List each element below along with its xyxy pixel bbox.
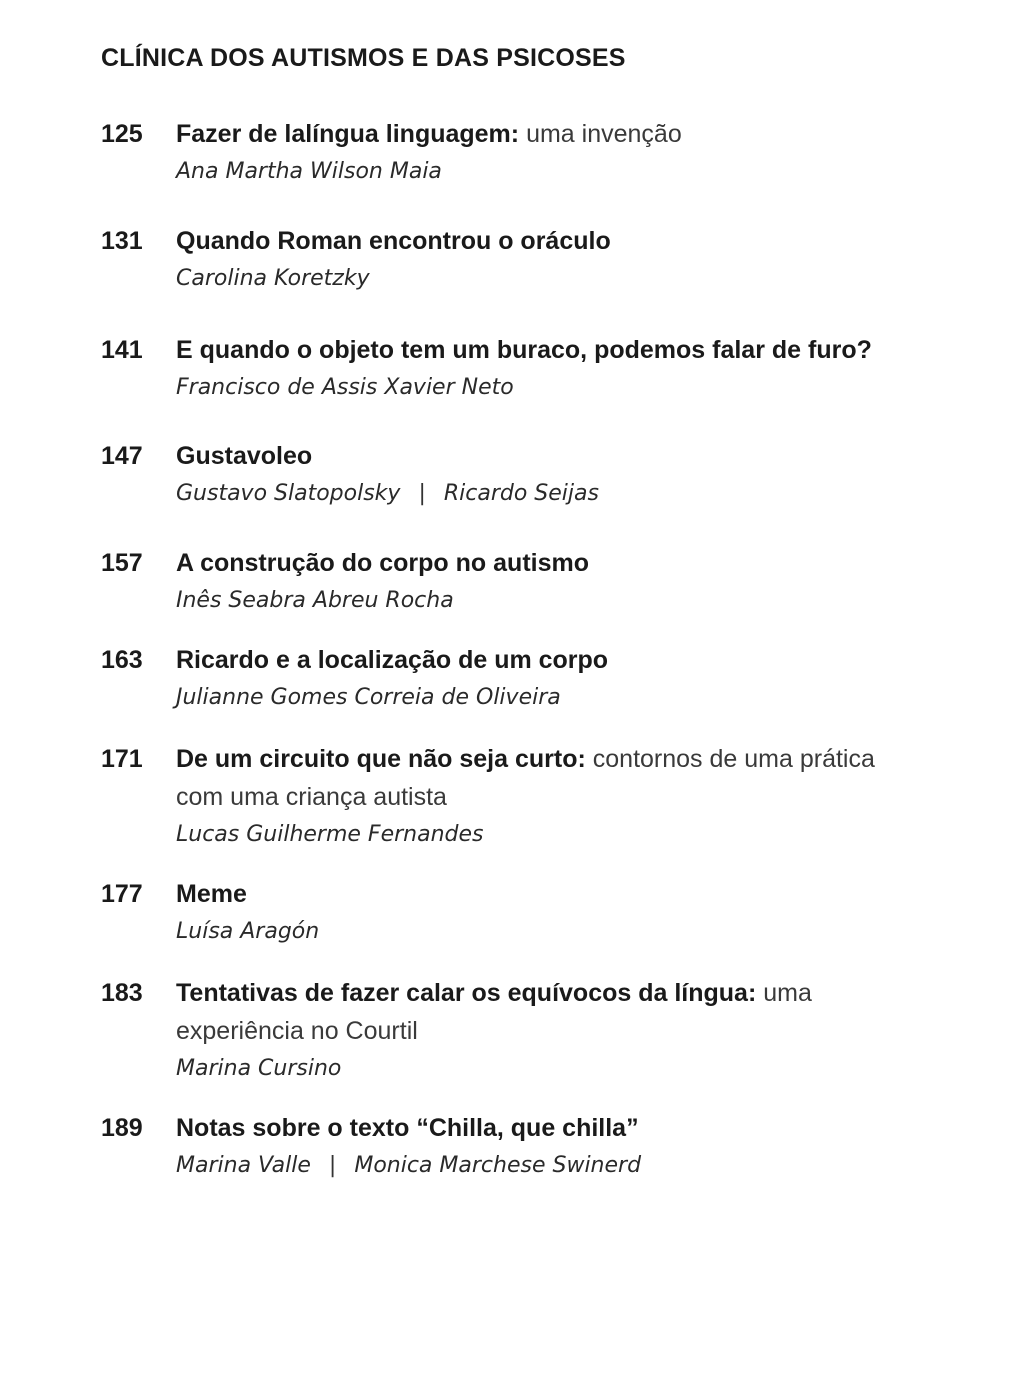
entry-title-bold: Fazer de lalíngua linguagem: — [176, 120, 520, 148]
author-separator: | — [328, 1153, 337, 1178]
author-name: Marina Cursino — [176, 1056, 342, 1081]
entry-title-bold: Quando Roman encontrou o oráculo — [176, 227, 611, 255]
entry-authors — [176, 683, 916, 713]
entry-title — [176, 115, 916, 153]
author-name: Luísa Aragón — [176, 919, 320, 944]
entry-authors — [176, 586, 916, 616]
author-name: Monica Marchese Swinerd — [354, 1153, 642, 1178]
entry-title-subtitle: uma experiência no Courtil — [176, 979, 812, 1045]
author-name: Gustavo Slatopolsky — [176, 481, 401, 506]
page-number: 183 — [101, 979, 143, 1007]
entry-title — [176, 875, 916, 913]
page-number: 171 — [101, 745, 143, 773]
entry-authors — [176, 264, 916, 294]
page-number: 163 — [101, 646, 143, 674]
entry-title-bold: E quando o objeto tem um buraco, podemos falar de furo? — [176, 336, 872, 364]
entry-title-bold: Notas sobre o texto “Chilla, que chilla” — [176, 1114, 639, 1142]
entry-title-bold: Meme — [176, 880, 247, 908]
entry-title-subtitle: uma invenção — [526, 120, 682, 148]
author-name: Inês Seabra Abreu Rocha — [176, 588, 454, 613]
entry-title — [176, 974, 916, 1050]
page-number: 131 — [101, 227, 143, 255]
page-number: 177 — [101, 880, 143, 908]
entry-title — [176, 331, 916, 369]
entry-title — [176, 740, 916, 816]
entry-authors — [176, 1151, 916, 1181]
author-name: Ana Martha Wilson Maia — [176, 159, 442, 184]
page-number: 147 — [101, 442, 143, 470]
entry-authors — [176, 820, 916, 850]
entry-authors — [176, 917, 916, 947]
section-title: CLÍNICA DOS AUTISMOS E DAS PSICOSES — [101, 44, 626, 72]
entry-title-bold: Tentativas de fazer calar os equívocos da língua: — [176, 979, 757, 1007]
entry-title-subtitle: contornos de uma prática com uma criança autista — [176, 745, 875, 811]
author-separator: | — [418, 481, 426, 506]
entry-title — [176, 641, 916, 679]
entry-authors — [176, 1054, 916, 1084]
page-number: 189 — [101, 1114, 143, 1142]
page-number: 157 — [101, 549, 143, 577]
entry-title — [176, 437, 916, 475]
author-name: Ricardo Seijas — [443, 481, 599, 506]
entry-authors — [176, 157, 916, 187]
entry-title — [176, 544, 916, 582]
author-name: Francisco de Assis Xavier Neto — [176, 375, 514, 400]
page-number: 125 — [101, 120, 143, 148]
author-name: Julianne Gomes Correia de Oliveira — [176, 685, 561, 710]
entry-authors — [176, 373, 916, 403]
entry-title-bold: De um circuito que não seja curto: — [176, 745, 586, 773]
author-name: Marina Valle — [176, 1153, 311, 1178]
author-name: Carolina Koretzky — [176, 266, 370, 291]
author-name: Lucas Guilherme Fernandes — [176, 822, 484, 847]
entry-title — [176, 1109, 916, 1147]
entry-title-bold: Ricardo e a localização de um corpo — [176, 646, 609, 674]
entry-authors — [176, 479, 916, 509]
entry-title-bold: Gustavoleo — [176, 442, 313, 470]
page-number: 141 — [101, 336, 143, 364]
entry-title-bold: A construção do corpo no autismo — [176, 549, 589, 577]
entry-title — [176, 222, 916, 260]
